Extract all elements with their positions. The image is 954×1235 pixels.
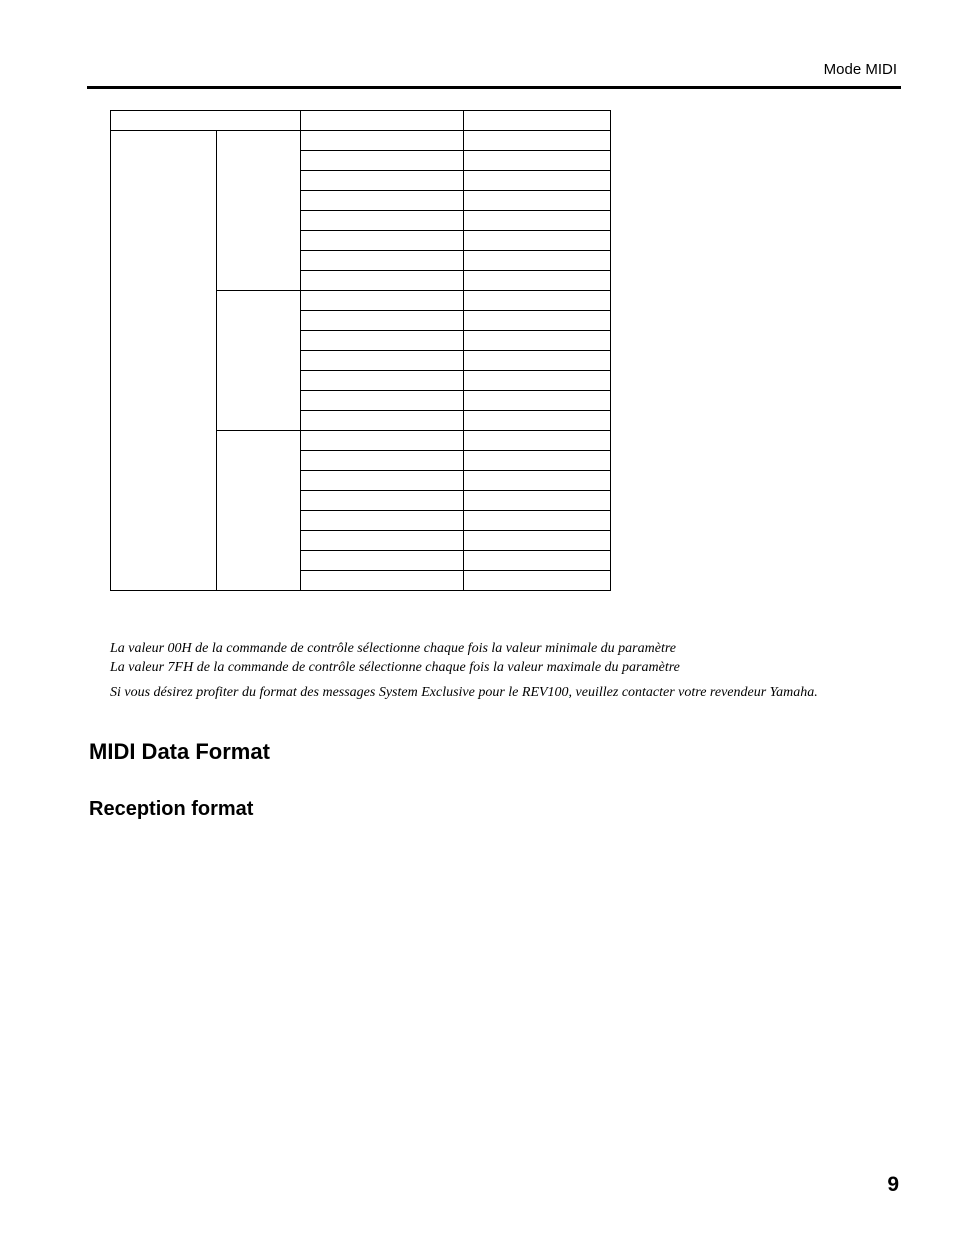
- table-cell: [464, 371, 611, 391]
- table-cell: [464, 211, 611, 231]
- table-cell: [464, 131, 611, 151]
- table-cell: [111, 131, 217, 591]
- table-cell: [301, 431, 464, 451]
- table-cell: [301, 311, 464, 331]
- table-cell: [301, 351, 464, 371]
- table-cell: [217, 291, 301, 431]
- table-cell: [301, 191, 464, 211]
- table-cell: [464, 391, 611, 411]
- note-max-value: La valeur 7FH de la commande de contrôle sélectionne chaque fois la valeur maximale du paramètre: [110, 660, 680, 675]
- table-cell: [301, 411, 464, 431]
- table-cell: [301, 211, 464, 231]
- table-cell: [464, 271, 611, 291]
- table-cell: [464, 491, 611, 511]
- table-cell: [301, 491, 464, 511]
- table-cell: [301, 511, 464, 531]
- note-system-exclusive: Si vous désirez profiter du format des messages System Exclusive pour le REV100, veuillez contacter votre revendeur Yamaha.: [110, 685, 818, 700]
- table-cell: [464, 451, 611, 471]
- table-cell: [301, 111, 464, 131]
- table-cell: [301, 571, 464, 591]
- page-number: 9: [887, 1173, 899, 1196]
- table-cell: [464, 311, 611, 331]
- table-cell: [464, 471, 611, 491]
- table-notes: [110, 639, 818, 702]
- table-cell: [217, 131, 301, 291]
- table-cell: [464, 191, 611, 211]
- table-cell: [464, 291, 611, 311]
- parameter-table: [110, 110, 611, 591]
- table-cell: [464, 231, 611, 251]
- table-cell: [301, 551, 464, 571]
- table-cell: [217, 431, 301, 591]
- table-cell: [464, 431, 611, 451]
- table-header-row: [111, 111, 611, 131]
- table-cell: [464, 151, 611, 171]
- table-cell: [301, 271, 464, 291]
- table-cell: [464, 411, 611, 431]
- section-title: MIDI Data Format: [89, 739, 270, 764]
- table-row: [111, 131, 611, 151]
- table-cell: [464, 351, 611, 371]
- table-cell: [301, 231, 464, 251]
- table-cell: [301, 171, 464, 191]
- table-cell: [464, 111, 611, 131]
- table-cell: [301, 451, 464, 471]
- table-cell: [464, 531, 611, 551]
- table-cell: [464, 551, 611, 571]
- table-cell: [301, 291, 464, 311]
- table-cell: [301, 391, 464, 411]
- table-cell: [301, 131, 464, 151]
- running-header: Mode MIDI: [823, 61, 897, 78]
- table-cell: [301, 251, 464, 271]
- note-min-value: La valeur 00H de la commande de contrôle sélectionne chaque fois la valeur minimale du paramètre: [110, 641, 676, 656]
- table-cell: [301, 531, 464, 551]
- table-cell: [464, 251, 611, 271]
- table-cell: [464, 571, 611, 591]
- header-rule: [87, 86, 901, 89]
- table-cell: [464, 171, 611, 191]
- table-cell: [301, 331, 464, 351]
- subsection-title: Reception format: [89, 798, 254, 820]
- table-cell: [301, 151, 464, 171]
- table-cell: [464, 511, 611, 531]
- table-cell: [464, 331, 611, 351]
- table-cell: [301, 471, 464, 491]
- table-cell: [111, 111, 301, 131]
- table-cell: [301, 371, 464, 391]
